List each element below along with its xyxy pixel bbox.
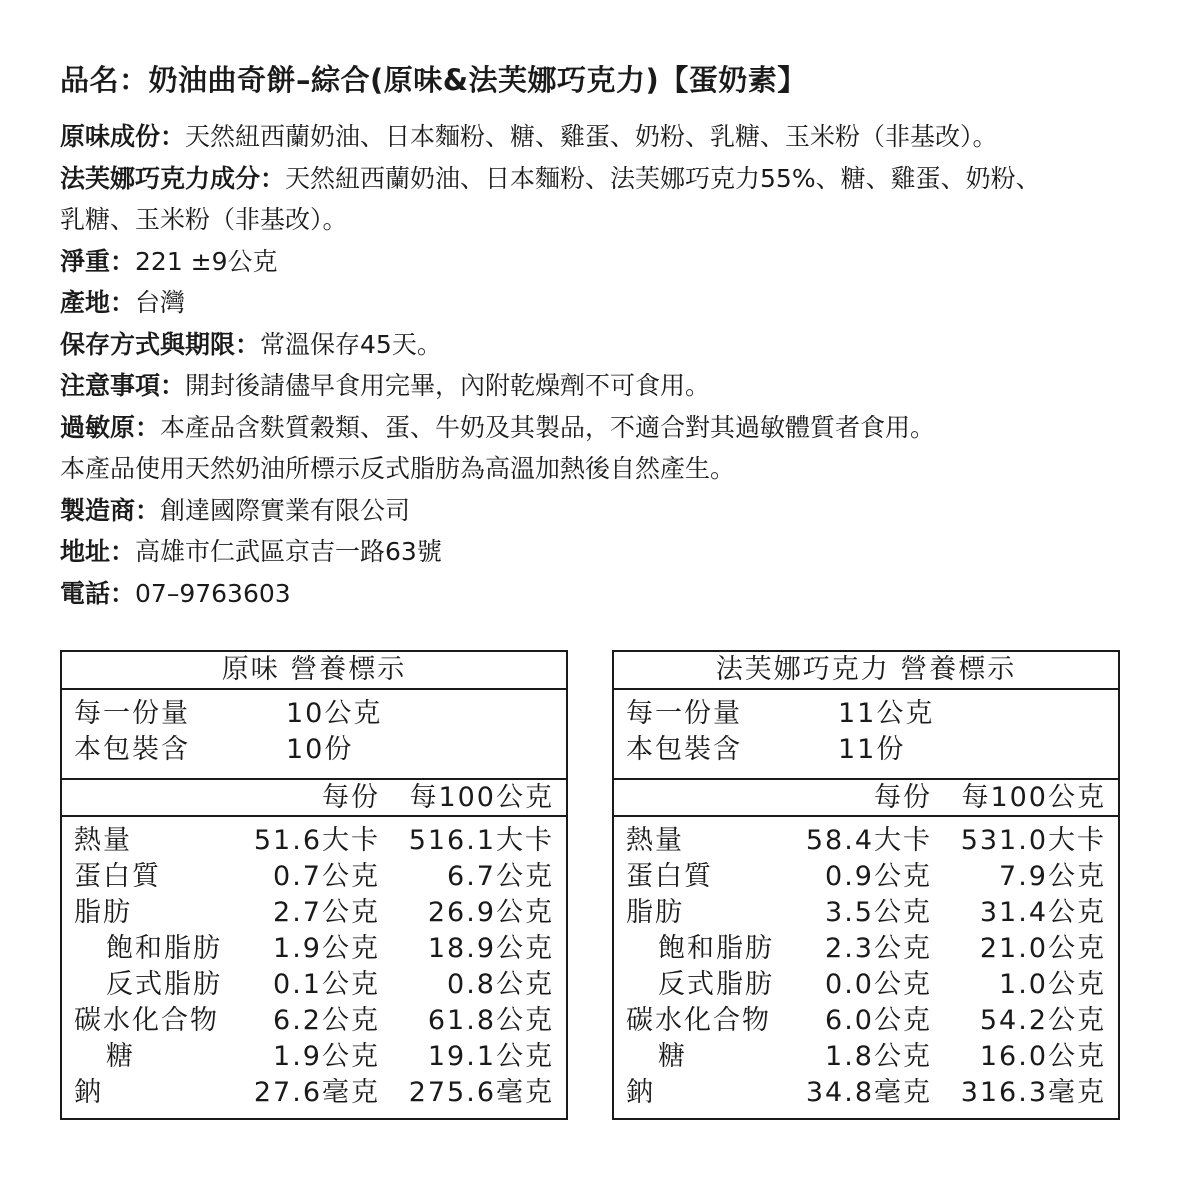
col-per-serving-header: 每份 <box>874 782 932 813</box>
nutrition-rows <box>62 817 566 1111</box>
col-per-100g-header: 每100公克 <box>961 782 1106 813</box>
serving-size-value: 11公克 <box>838 698 935 729</box>
nutrient-name: 鈉 <box>74 1077 103 1108</box>
nutrient-per-100g: 0.8公克 <box>447 969 554 1000</box>
info-text: 常溫保存45天。 <box>260 329 442 359</box>
info-label: 產地： <box>60 288 136 317</box>
nutrient-per-serving: 1.9公克 <box>273 933 380 964</box>
nutrient-name: 蛋白質 <box>74 861 161 892</box>
info-line <box>60 282 1130 324</box>
nutrition-table-title: 原味 營養標示 <box>62 652 566 690</box>
product-info <box>60 116 1130 614</box>
info-text: 創達國際實業有限公司 <box>160 495 411 525</box>
nutrient-per-serving: 58.4大卡 <box>805 825 932 856</box>
table-row <box>62 967 566 1003</box>
nutrient-per-serving: 3.5公克 <box>825 897 932 928</box>
servings-label: 本包裝含 <box>74 734 190 765</box>
nutrient-name: 反式脂肪 <box>106 969 222 1000</box>
info-line <box>60 407 1130 449</box>
info-label: 過敏原： <box>60 412 161 442</box>
table-row <box>614 859 1118 895</box>
nutrition-rows <box>614 817 1118 1111</box>
nutrient-per-serving: 0.7公克 <box>273 861 380 892</box>
table-row <box>62 1039 566 1075</box>
table-row <box>62 823 566 859</box>
nutrient-per-100g: 61.8公克 <box>427 1005 554 1036</box>
table-row <box>62 895 566 931</box>
info-line <box>60 241 1130 283</box>
nutrient-per-100g: 1.0公克 <box>999 969 1106 1000</box>
nutrient-name: 脂肪 <box>74 897 132 928</box>
nutrient-per-100g: 275.6毫克 <box>408 1077 554 1108</box>
table-row <box>62 931 566 967</box>
info-text: 高雄市仁武區京吉一路63號 <box>135 537 442 566</box>
nutrient-per-serving: 6.2公克 <box>273 1005 380 1036</box>
info-line <box>60 531 1130 573</box>
info-label: 製造商： <box>60 495 161 525</box>
nutrient-name: 蛋白質 <box>626 861 713 892</box>
nutrient-per-serving: 51.6大卡 <box>253 825 380 856</box>
nutrient-per-100g: 316.3毫克 <box>960 1077 1106 1108</box>
info-label: 保存方式與期限： <box>60 329 261 359</box>
serving-size-label: 每一份量 <box>626 698 742 729</box>
info-line <box>60 573 1130 615</box>
nutrient-per-serving: 2.3公克 <box>825 933 932 964</box>
info-label: 地址： <box>60 537 136 566</box>
nutrition-table-chocolate <box>612 650 1120 1120</box>
nutrient-name: 飽和脂肪 <box>658 933 774 964</box>
nutrient-per-100g: 21.0公克 <box>979 933 1106 964</box>
info-text: 本產品使用天然奶油所標示反式脂肪為高溫加熱後自然產生。 <box>60 454 736 483</box>
nutrient-per-100g: 7.9公克 <box>999 861 1106 892</box>
nutrient-name: 熱量 <box>74 825 132 856</box>
info-line <box>60 158 1130 200</box>
info-line <box>60 324 1130 366</box>
col-per-serving-header: 每份 <box>322 782 380 813</box>
product-title: 品名：奶油曲奇餅–綜合(原味&法芙娜巧克力)【蛋奶素】 <box>60 63 807 97</box>
table-row <box>614 967 1118 1003</box>
nutrient-name: 飽和脂肪 <box>106 933 222 964</box>
info-text: 天然紐西蘭奶油、日本麵粉、法芙娜巧克力55%、糖、雞蛋、奶粉、 <box>285 163 1041 193</box>
serving-info <box>614 690 1118 780</box>
info-line <box>60 365 1130 407</box>
serving-size-value: 10公克 <box>286 698 383 729</box>
info-text: 221 ±9公克 <box>135 246 278 276</box>
servings-label: 本包裝含 <box>626 734 742 765</box>
nutrient-per-serving: 27.6毫克 <box>253 1077 380 1108</box>
info-line <box>60 448 1130 490</box>
table-row <box>614 931 1118 967</box>
info-text: 乳糖、玉米粉（非基改）。 <box>60 205 348 234</box>
table-row <box>614 1075 1118 1111</box>
nutrient-name: 反式脂肪 <box>658 969 774 1000</box>
nutrient-name: 碳水化合物 <box>74 1005 219 1036</box>
nutrient-name: 糖 <box>658 1041 687 1072</box>
table-row <box>614 823 1118 859</box>
nutrient-name: 鈉 <box>626 1077 655 1108</box>
nutrient-per-serving: 2.7公克 <box>273 897 380 928</box>
info-line <box>60 490 1130 532</box>
nutrient-per-100g: 531.0大卡 <box>960 825 1106 856</box>
table-row <box>614 1039 1118 1075</box>
nutrient-per-100g: 18.9公克 <box>427 933 554 964</box>
nutrient-name: 熱量 <box>626 825 684 856</box>
info-label: 電話： <box>60 578 136 608</box>
column-headers <box>62 780 566 817</box>
col-per-100g-header: 每100公克 <box>409 782 554 813</box>
info-label: 法芙娜巧克力成分： <box>60 163 286 193</box>
table-row <box>614 1003 1118 1039</box>
serving-info <box>62 690 566 780</box>
info-text: 07–9763603 <box>135 578 291 608</box>
servings-value: 10份 <box>286 734 354 765</box>
nutrient-per-serving: 6.0公克 <box>825 1005 932 1036</box>
nutrient-per-serving: 1.9公克 <box>273 1041 380 1072</box>
nutrient-name: 碳水化合物 <box>626 1005 771 1036</box>
nutrient-per-100g: 26.9公克 <box>427 897 554 928</box>
nutrient-per-100g: 516.1大卡 <box>408 825 554 856</box>
table-row <box>62 859 566 895</box>
serving-size-label: 每一份量 <box>74 698 190 729</box>
nutrient-per-100g: 54.2公克 <box>979 1005 1106 1036</box>
nutrition-table-title: 法芙娜巧克力 營養標示 <box>614 652 1118 690</box>
nutrient-per-100g: 6.7公克 <box>447 861 554 892</box>
nutrient-per-serving: 34.8毫克 <box>805 1077 932 1108</box>
nutrient-per-serving: 1.8公克 <box>825 1041 932 1072</box>
info-label: 淨重： <box>60 246 136 276</box>
info-text: 本產品含麩質穀類、蛋、牛奶及其製品，不適合對其過敏體質者食用。 <box>160 412 936 442</box>
info-text: 開封後請儘早食用完畢，內附乾燥劑不可食用。 <box>185 371 711 400</box>
nutrient-per-serving: 0.1公克 <box>273 969 380 1000</box>
info-line <box>60 199 1130 241</box>
nutrient-per-100g: 19.1公克 <box>427 1041 554 1072</box>
nutrition-table-original <box>60 650 568 1120</box>
info-label: 注意事項： <box>60 371 186 400</box>
table-row <box>62 1003 566 1039</box>
info-label: 原味成份： <box>60 122 186 151</box>
info-text: 台灣 <box>135 288 186 317</box>
nutrient-per-serving: 0.9公克 <box>825 861 932 892</box>
nutrient-name: 脂肪 <box>626 897 684 928</box>
nutrient-per-100g: 16.0公克 <box>979 1041 1106 1072</box>
column-headers <box>614 780 1118 817</box>
info-text: 天然紐西蘭奶油、日本麵粉、糖、雞蛋、奶粉、乳糖、玉米粉（非基改）。 <box>185 122 998 151</box>
servings-value: 11份 <box>838 734 906 765</box>
nutrient-per-100g: 31.4公克 <box>979 897 1106 928</box>
nutrient-name: 糖 <box>106 1041 135 1072</box>
info-line <box>60 116 1130 158</box>
table-row <box>614 895 1118 931</box>
nutrient-per-serving: 0.0公克 <box>825 969 932 1000</box>
table-row <box>62 1075 566 1111</box>
